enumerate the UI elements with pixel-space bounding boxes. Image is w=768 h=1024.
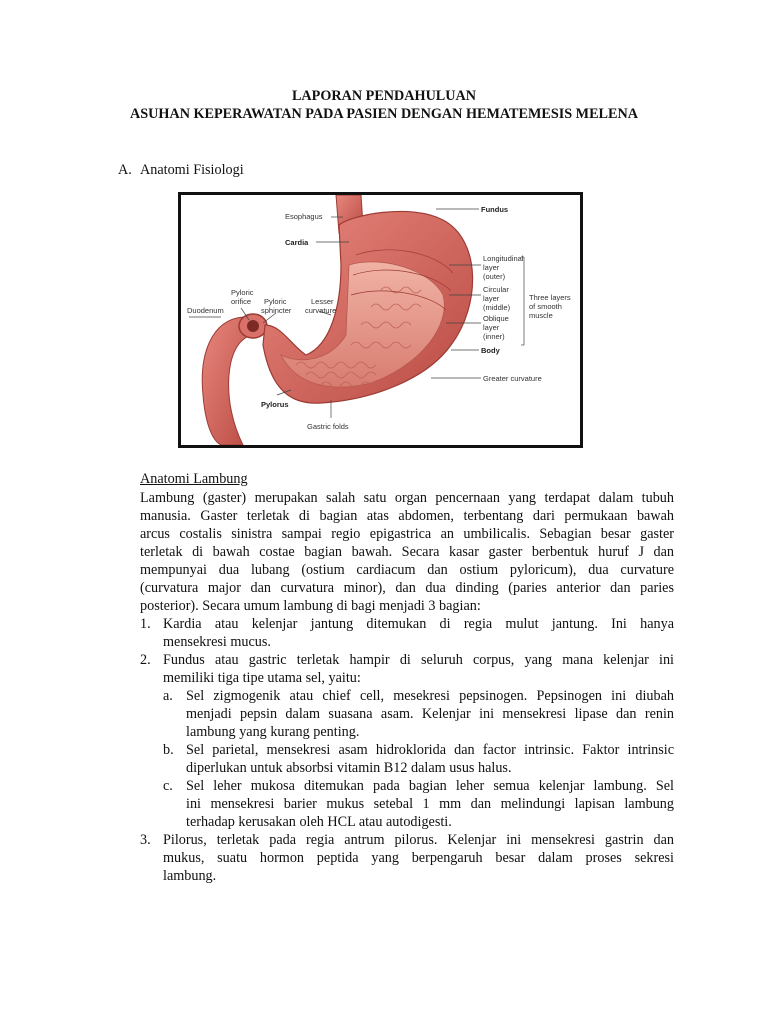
list-number: 3. — [140, 832, 151, 848]
label-body: Body — [481, 346, 500, 355]
list-line: mensekresi mucus. — [163, 634, 271, 650]
sub-list-line: lambung yang kurang penting. — [186, 724, 360, 740]
svg-text:Oblique: Oblique — [483, 314, 509, 323]
svg-text:Longitudinal: Longitudinal — [483, 254, 524, 263]
label-pylorus: Pylorus — [261, 400, 289, 409]
sub-list-line: Sel zigmogenik atau chief cell, mesekresi pepsinogen. Pepsinogen ini diubah — [186, 688, 674, 704]
label-cardia: Cardia — [285, 238, 309, 247]
sub-list-line: menjadi pepsin dalam suasana asam. Kelenjar ini mensekresi lipase dan renin — [186, 706, 674, 722]
svg-text:of smooth: of smooth — [529, 302, 562, 311]
paragraph-line: posterior). Secara umum lambung di bagi menjadi 3 bagian: — [140, 598, 481, 614]
paragraph-line: terletak di bawah costae bagian bawah. Secara kasar gaster berbentuk huruf J dan — [140, 544, 674, 560]
svg-text:Three layers: Three layers — [529, 293, 571, 302]
svg-text:(middle): (middle) — [483, 303, 511, 312]
label-esophagus: Esophagus — [285, 212, 323, 221]
svg-text:Lesser: Lesser — [311, 297, 334, 306]
list-line: memiliki tiga tipe utama sel, yaitu: — [163, 670, 361, 686]
list-number: 1. — [140, 616, 151, 632]
svg-text:layer: layer — [483, 263, 500, 272]
svg-text:curvature: curvature — [305, 306, 337, 315]
section-heading — [118, 162, 244, 179]
label-longitudinal — [483, 254, 524, 281]
svg-text:Pyloric: Pyloric — [231, 288, 254, 297]
sub-list-letter: a. — [163, 688, 173, 704]
label-oblique — [483, 314, 509, 341]
sub-list-line: terhadap kerusakan oleh HCL atau autodigesti. — [186, 814, 452, 830]
svg-text:(outer): (outer) — [483, 272, 506, 281]
label-fundus: Fundus — [481, 205, 509, 214]
sub-list-line: Sel leher mukosa ditemukan pada bagian leher semua kelenjar lambung. Sel — [186, 778, 674, 794]
list-line: Fundus atau gastric terletak hampir di seluruh corpus, yang mana kelenjar ini — [163, 652, 674, 668]
intro-paragraph — [140, 489, 674, 615]
sub-list-line: diperlukan untuk absorbsi vitamin B12 dalam usus halus. — [186, 760, 512, 776]
section-letter: A. — [118, 162, 132, 178]
list-line: Kardia atau kelenjar jantung ditemukan di regia mulut jantung. Ini hanya — [163, 616, 674, 632]
sub-list-letter: b. — [163, 742, 174, 758]
subsection-heading: Anatomi Lambung — [140, 471, 248, 487]
paragraph-line: manusia. Gaster terletak di bagian atas abdomen, terbentang dari permukaan bawah — [140, 508, 674, 524]
svg-text:sphincter: sphincter — [261, 306, 292, 315]
svg-text:layer: layer — [483, 294, 500, 303]
list-line: Pilorus, terletak pada regia antrum pilorus. Kelenjar ini mensekresi gastrin dan — [163, 832, 674, 848]
svg-text:(inner): (inner) — [483, 332, 505, 341]
list-number: 2. — [140, 652, 151, 668]
stomach-illustration — [181, 195, 580, 445]
label-pyloric-sphincter — [261, 297, 292, 315]
list-line: mukus, suatu hormon peptida yang berpengaruh besar dalam proses sekresi — [163, 850, 674, 866]
label-lesser-curvature — [305, 297, 336, 315]
label-three-layers — [529, 293, 571, 320]
label-circular — [483, 285, 511, 312]
section-label: Anatomi Fisiologi — [140, 162, 244, 178]
report-subtitle: ASUHAN KEPERAWATAN PADA PASIEN DENGAN HEMATEMESIS MELENA — [130, 106, 638, 122]
svg-text:Circular: Circular — [483, 285, 509, 294]
paragraph-line: mempunyai dua lubang (ostium cardiacum dan ostium pyloricum), dua curvature — [140, 562, 674, 578]
sub-list-line: Sel parietal, mensekresi asam hidroklorida dan factor intrinsic. Faktor intrinsic — [186, 742, 674, 758]
svg-text:Pyloric: Pyloric — [264, 297, 287, 306]
report-title: LAPORAN PENDAHULUAN — [291, 88, 477, 104]
svg-text:layer: layer — [483, 323, 500, 332]
sub-list-line: ini mensekresi barier mukus setebal 1 mm dan melindungi lapisan lambung — [186, 796, 674, 812]
stomach-anatomy-figure — [178, 192, 583, 448]
sub-list-letter: c. — [163, 778, 173, 794]
svg-text:muscle: muscle — [529, 311, 553, 320]
paragraph-line: Lambung (gaster) merupakan salah satu organ pencernaan yang terdapat dalam tubuh — [140, 490, 674, 506]
list-line: lambung. — [163, 868, 217, 884]
svg-text:orifice: orifice — [231, 297, 252, 306]
paragraph-line: arcus costalis sinistra sampai regio epigastrica an umbilicalis. Sebagian besar gaster — [140, 526, 674, 542]
label-pyloric-orifice — [231, 288, 254, 306]
label-gastric-folds: Gastric folds — [307, 422, 349, 431]
paragraph-line: (curvatura major dan curvatura minor), dan dua dinding (paries anterior dan paries — [140, 580, 674, 596]
label-duodenum: Duodenum — [187, 306, 224, 315]
label-greater-curvature: Greater curvature — [483, 374, 542, 383]
